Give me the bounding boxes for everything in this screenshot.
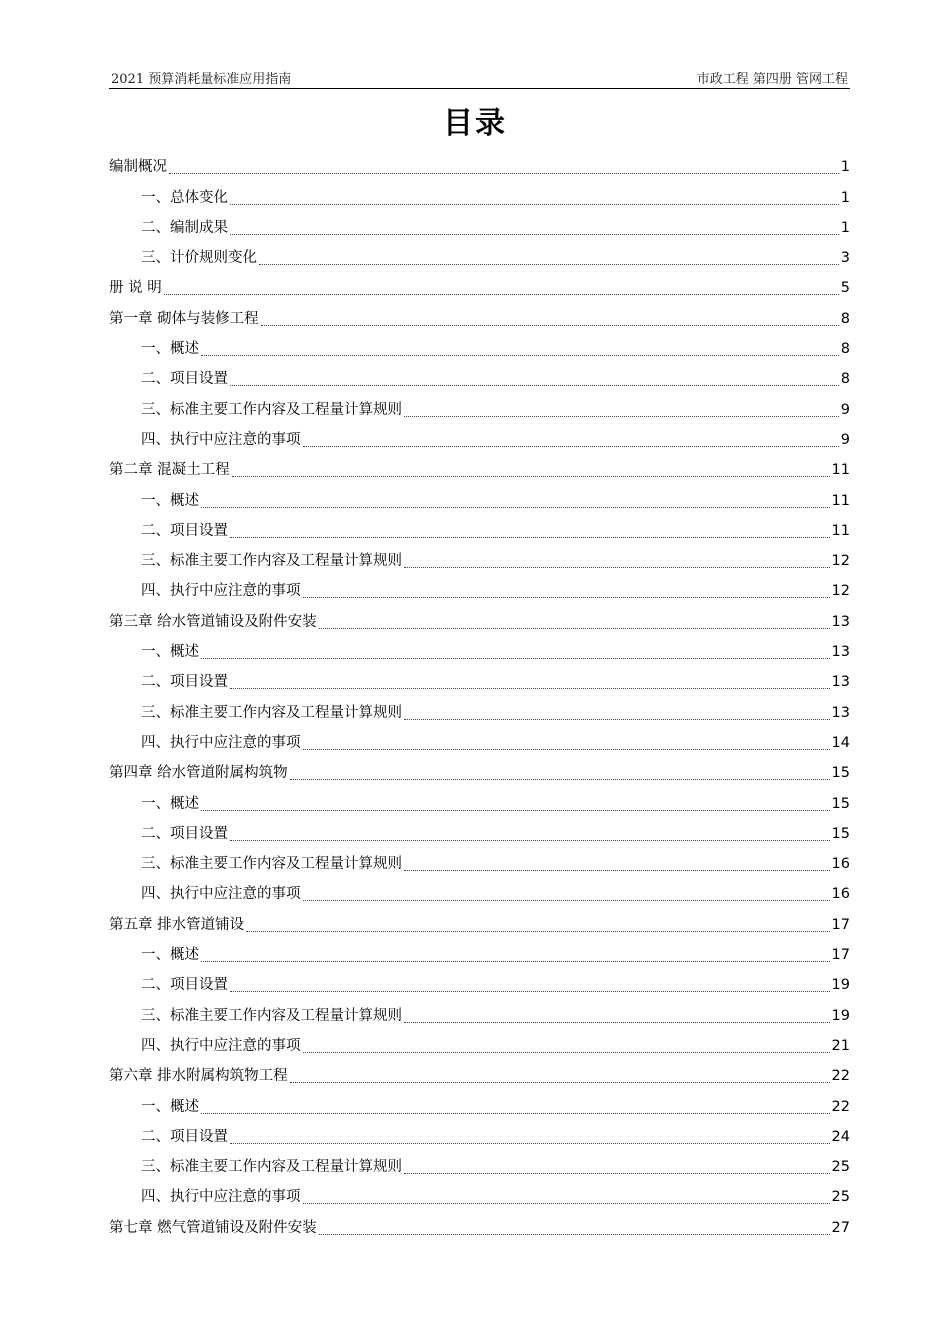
page-header [109,66,850,89]
toc-entry-label: 三、标准主要工作内容及工程量计算规则 [141,704,402,721]
toc-entry[interactable] [109,849,850,879]
header-left-text: 2021 预算消耗量标准应用指南 [111,72,292,87]
toc-page-number: 9 [840,431,850,448]
toc-entry[interactable] [109,1031,850,1061]
toc-dot-leader [303,446,839,447]
toc-dot-leader [230,688,830,689]
toc-page-number: 1 [840,189,850,206]
toc-page-number: 1 [840,219,850,236]
toc-dot-leader [303,900,830,901]
toc-page-number: 14 [831,734,850,751]
toc-entry-label: 第五章 排水管道铺设 [109,916,245,933]
toc-entry[interactable] [109,879,850,909]
toc-entry[interactable] [109,940,850,970]
toc-entry-label: 四、执行中应注意的事项 [141,583,301,600]
toc-page-number: 24 [831,1128,850,1145]
toc-dot-leader [230,537,830,538]
toc-entry[interactable] [109,213,850,243]
toc-entry-label: 二、项目设置 [141,674,228,691]
toc-entry-label: 四、执行中应注意的事项 [141,1189,301,1206]
toc-dot-leader [259,264,839,265]
toc-dot-leader [201,961,830,962]
toc-entry-label: 三、标准主要工作内容及工程量计算规则 [141,553,402,570]
toc-dot-leader [169,173,839,174]
toc-dot-leader [404,567,830,568]
toc-entry-label: 一、概述 [141,947,199,964]
toc-entry-label: 二、项目设置 [141,371,228,388]
toc-entry[interactable] [109,516,850,546]
toc-entry[interactable] [109,455,850,485]
toc-page-number: 13 [831,704,850,721]
toc-entry-label: 一、概述 [141,492,199,509]
toc-entry[interactable] [109,1000,850,1030]
toc-entry[interactable] [109,788,850,818]
toc-entry-label: 三、标准主要工作内容及工程量计算规则 [141,1007,402,1024]
toc-entry[interactable] [109,394,850,424]
toc-page-number: 15 [831,795,850,812]
toc-page-number: 11 [831,522,850,539]
toc-entry[interactable] [109,667,850,697]
toc-dot-leader [230,840,830,841]
toc-dot-leader [164,294,839,295]
toc-entry-label: 二、项目设置 [141,522,228,539]
toc-page-number: 13 [831,644,850,661]
toc-entry-label: 二、编制成果 [141,219,228,236]
toc-dot-leader [230,1143,830,1144]
page-title: 目录 [443,106,507,141]
toc-entry-label: 第一章 砌体与装修工程 [109,310,259,327]
toc-page-number: 11 [831,462,850,479]
toc-page-number: 12 [831,583,850,600]
toc-dot-leader [303,597,830,598]
toc-dot-leader [290,779,830,780]
toc-dot-leader [201,507,830,508]
toc-entry[interactable] [109,637,850,667]
toc-page-number: 25 [831,1159,850,1176]
toc-dot-leader [201,658,830,659]
toc-entry[interactable] [109,1091,850,1121]
toc-page-number: 19 [831,1007,850,1024]
toc-entry-label: 一、概述 [141,644,199,661]
toc-entry-label: 三、标准主要工作内容及工程量计算规则 [141,856,402,873]
toc-entry-label: 一、总体变化 [141,189,228,206]
toc-entry-label: 册 说 明 [109,280,162,297]
toc-entry[interactable] [109,909,850,939]
toc-dot-leader [319,1234,830,1235]
toc-page-number: 27 [831,1219,850,1236]
toc-entry-label: 四、执行中应注意的事项 [141,886,301,903]
toc-entry[interactable] [109,758,850,788]
toc-entry-label: 第三章 给水管道铺设及附件安装 [109,613,317,630]
toc-entry[interactable] [109,819,850,849]
toc-page-number: 8 [840,341,850,358]
toc-dot-leader [290,1082,830,1083]
toc-dot-leader [230,204,839,205]
toc-page-number: 11 [831,492,850,509]
toc-entry[interactable] [109,970,850,1000]
toc-entry-label: 第六章 排水附属构筑物工程 [109,1068,288,1085]
toc-entry-label: 第七章 燃气管道铺设及附件安装 [109,1219,317,1236]
toc-entry[interactable] [109,243,850,273]
toc-page-number: 12 [831,553,850,570]
toc-page-number: 16 [831,886,850,903]
toc-page-number: 17 [831,916,850,933]
toc-dot-leader [201,355,839,356]
toc-entry[interactable] [109,425,850,455]
toc-page-number: 3 [840,250,850,267]
toc-page-number: 13 [831,613,850,630]
toc-dot-leader [201,1113,830,1114]
toc-dot-leader [404,416,839,417]
toc-entry-label: 第四章 给水管道附属构筑物 [109,765,288,782]
toc-entry-label: 四、执行中应注意的事项 [141,1037,301,1054]
toc-entry[interactable] [109,1122,850,1152]
toc-entry[interactable] [109,364,850,394]
toc-page-number: 16 [831,856,850,873]
toc-entry[interactable] [109,485,850,515]
toc-entry[interactable] [109,697,850,727]
toc-dot-leader [230,385,839,386]
toc-entry-label: 三、标准主要工作内容及工程量计算规则 [141,401,402,418]
toc-page-number: 13 [831,674,850,691]
toc-entry-label: 二、项目设置 [141,977,228,994]
toc-page-number: 9 [840,401,850,418]
toc-page-number: 25 [831,1189,850,1206]
toc-entry[interactable] [109,546,850,576]
toc-entry-label: 一、概述 [141,795,199,812]
toc-entry[interactable] [109,1061,850,1091]
toc-page-number: 17 [831,947,850,964]
toc-page-number: 22 [831,1098,850,1115]
toc-dot-leader [246,931,829,932]
toc-dot-leader [303,1203,830,1204]
toc-page-number: 21 [831,1037,850,1054]
toc-entry-label: 第二章 混凝土工程 [109,462,230,479]
toc-entry-label: 四、执行中应注意的事项 [141,734,301,751]
toc-page-number: 1 [840,159,850,176]
toc-entry[interactable] [109,334,850,364]
toc-entry-label: 四、执行中应注意的事项 [141,431,301,448]
toc-entry[interactable] [109,152,850,182]
toc-page-number: 19 [831,977,850,994]
toc-entry[interactable] [109,576,850,606]
toc-entry[interactable] [109,1152,850,1182]
toc-page-number: 22 [831,1068,850,1085]
header-right-text: 市政工程 第四册 管网工程 [696,72,848,87]
toc-entry[interactable] [109,273,850,303]
toc-dot-leader [261,325,839,326]
toc-entry-label: 一、概述 [141,1098,199,1115]
toc-dot-leader [319,628,830,629]
toc-entry-label: 二、项目设置 [141,1128,228,1145]
toc-entry[interactable] [109,182,850,212]
toc-entry-label: 二、项目设置 [141,825,228,842]
toc-dot-leader [230,234,839,235]
toc-dot-leader [232,476,830,477]
toc-entry[interactable] [109,728,850,758]
toc-dot-leader [303,1052,830,1053]
toc-dot-leader [201,810,830,811]
toc-page-number: 15 [831,765,850,782]
toc-entry[interactable] [109,1212,850,1242]
toc-dot-leader [404,1022,830,1023]
toc-dot-leader [303,749,830,750]
toc-page-number: 8 [840,310,850,327]
toc-entry[interactable] [109,1182,850,1212]
toc-dot-leader [230,991,830,992]
toc-dot-leader [404,719,830,720]
toc-entry-label: 编制概况 [109,159,167,176]
toc-entry-label: 一、概述 [141,341,199,358]
toc-entry-label: 三、计价规则变化 [141,250,257,267]
table-of-contents [109,152,850,1243]
toc-entry[interactable] [109,606,850,636]
toc-entry-label: 三、标准主要工作内容及工程量计算规则 [141,1159,402,1176]
toc-page-number: 8 [840,371,850,388]
toc-entry[interactable] [109,303,850,333]
toc-dot-leader [404,870,830,871]
toc-dot-leader [404,1173,830,1174]
toc-page-number: 5 [840,280,850,297]
toc-page-number: 15 [831,825,850,842]
